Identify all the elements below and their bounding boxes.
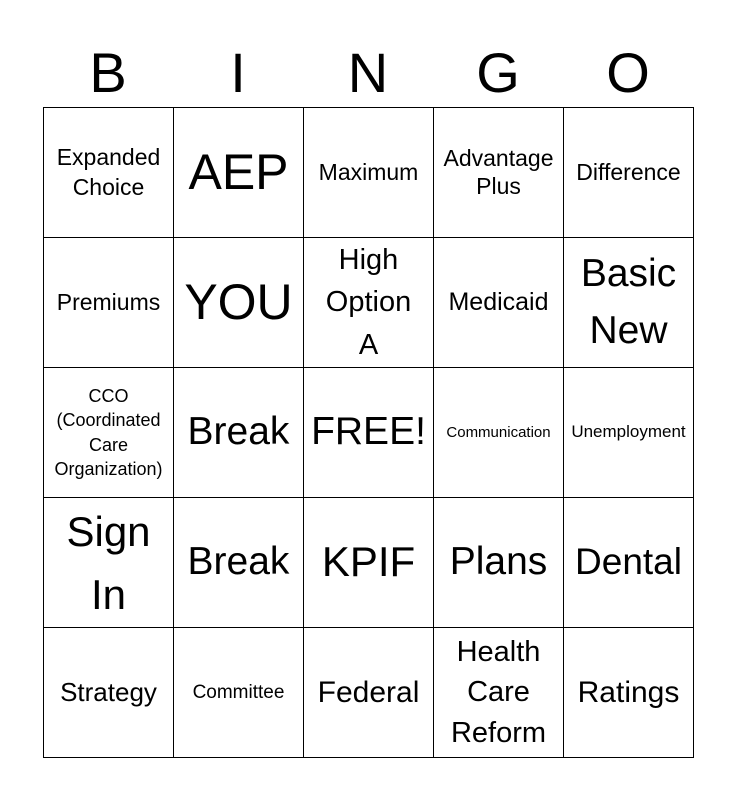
- bingo-cell-label: CCO (Coordinated Care Organization): [54, 385, 163, 479]
- bingo-cell[interactable]: [304, 498, 434, 628]
- bingo-cell[interactable]: [434, 498, 564, 628]
- bingo-cell[interactable]: [44, 108, 174, 238]
- bingo-cell-label: Dental: [575, 541, 682, 583]
- header-letter-b: B: [89, 41, 127, 104]
- bingo-cell-label: Ratings: [577, 675, 680, 709]
- bingo-cell-label: Break: [187, 540, 290, 584]
- bingo-cell-label: Committee: [192, 681, 285, 703]
- header-letter-g: G: [476, 41, 520, 104]
- bingo-cell-label: Basic New: [580, 251, 677, 352]
- bingo-cell[interactable]: [304, 368, 434, 498]
- bingo-cell[interactable]: [434, 108, 564, 238]
- header-letter-i: I: [230, 41, 246, 104]
- bingo-cell-label: Difference: [576, 158, 681, 185]
- bingo-cell[interactable]: [44, 368, 174, 498]
- bingo-cell-label: Premiums: [56, 288, 161, 315]
- bingo-cell-label: Strategy: [60, 676, 157, 707]
- bingo-cell[interactable]: [174, 368, 304, 498]
- bingo-cell-label: Plans: [449, 540, 548, 584]
- bingo-cell[interactable]: [434, 628, 564, 758]
- bingo-header: [43, 40, 693, 106]
- bingo-cell-label: Expanded Choice: [56, 143, 161, 200]
- bingo-cell[interactable]: [564, 368, 694, 498]
- bingo-cell-label: Sign In: [66, 507, 151, 618]
- bingo-cell-label: High Option A: [325, 244, 412, 361]
- bingo-cell-label: KPIF: [321, 538, 416, 586]
- bingo-cell[interactable]: [304, 108, 434, 238]
- bingo-cell-label: Break: [187, 410, 290, 454]
- bingo-cell[interactable]: [434, 238, 564, 368]
- header-letter-n: N: [347, 41, 389, 104]
- bingo-card-grid: [43, 107, 694, 758]
- bingo-cell-label: Federal: [317, 675, 420, 709]
- bingo-cell-label: Unemployment: [571, 422, 686, 442]
- bingo-cell-label: Health Care Reform: [450, 635, 547, 749]
- bingo-cell-label: Medicaid: [448, 287, 549, 316]
- bingo-cell[interactable]: [304, 628, 434, 758]
- bingo-cell[interactable]: [564, 498, 694, 628]
- bingo-cell-label: YOU: [184, 274, 293, 331]
- bingo-cell-label: FREE!: [311, 410, 426, 454]
- bingo-cell-label: AEP: [188, 144, 289, 201]
- bingo-cell[interactable]: [304, 238, 434, 368]
- bingo-cell[interactable]: [564, 238, 694, 368]
- bingo-cell[interactable]: [564, 628, 694, 758]
- header-letter-o: O: [606, 41, 650, 104]
- bingo-cell[interactable]: [174, 238, 304, 368]
- bingo-cell[interactable]: [174, 628, 304, 758]
- bingo-cell[interactable]: [434, 368, 564, 498]
- bingo-cell[interactable]: [174, 498, 304, 628]
- bingo-cell-label: Advantage Plus: [443, 144, 554, 199]
- bingo-cell[interactable]: [564, 108, 694, 238]
- bingo-cell[interactable]: [44, 238, 174, 368]
- bingo-cell-label: Maximum: [318, 158, 419, 185]
- bingo-cell[interactable]: [174, 108, 304, 238]
- bingo-cell[interactable]: [44, 498, 174, 628]
- bingo-cell[interactable]: [44, 628, 174, 758]
- bingo-cell-label: Communication: [446, 423, 551, 441]
